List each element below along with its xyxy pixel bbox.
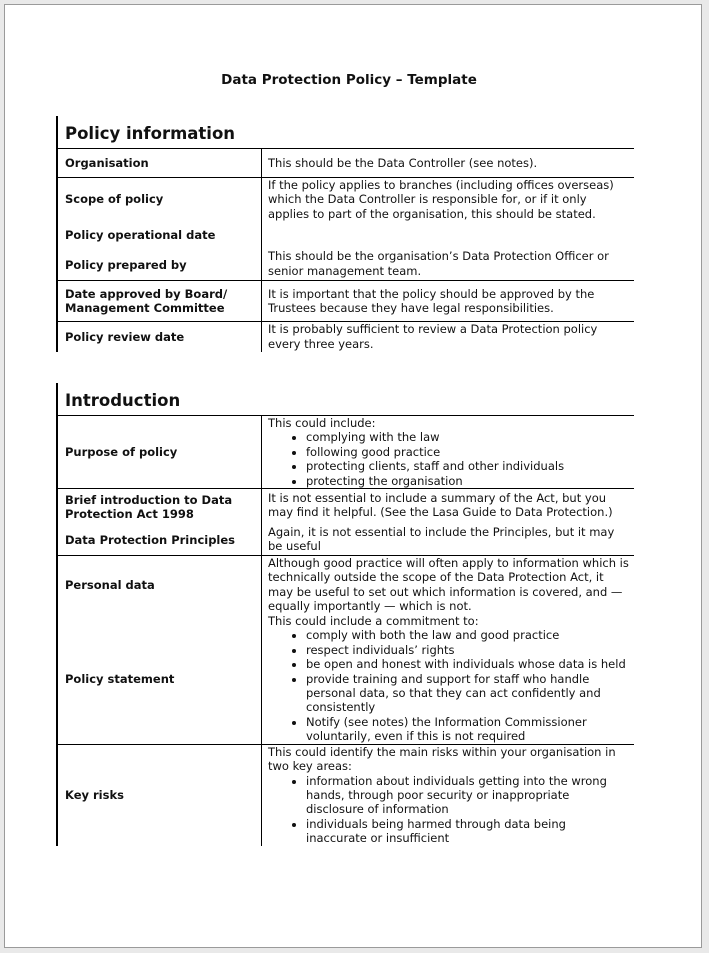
document-title: Data Protection Policy – Template <box>221 72 477 88</box>
row-label: Personal data <box>57 556 262 615</box>
row-label: Policy review date <box>57 322 262 353</box>
list-item: • complying with the law <box>306 430 630 444</box>
list-item: • information about individuals getting into the wrong hands, through poor security or inappropriate disclosure of information <box>306 774 630 817</box>
row-label: Policy statement <box>57 614 262 744</box>
policy-information-table <box>56 148 634 352</box>
row-label: Policy operational date <box>57 221 262 249</box>
bullet-list <box>268 430 630 488</box>
row-text: This should be the organisation’s Data Protection Officer or senior management team. <box>268 249 609 278</box>
row-text: This should be the Data Controller (see notes). <box>262 149 635 178</box>
row-label: Brief introduction to Data Protection Act 1998 <box>57 489 262 526</box>
table-row <box>57 489 634 526</box>
table-row <box>57 221 634 249</box>
introduction-header <box>56 383 634 415</box>
table-row <box>57 149 634 178</box>
introduction-section <box>56 383 634 846</box>
table-row <box>57 249 634 281</box>
row-label: Organisation <box>57 149 262 178</box>
bullet-list <box>268 628 630 743</box>
table-row <box>57 556 634 615</box>
table-row <box>57 525 634 556</box>
policy-information-header <box>56 116 634 148</box>
row-text <box>262 744 635 845</box>
list-item: • provide training and support for staff who handle personal data, so that they can act confidently and consistently <box>306 672 630 715</box>
table-row <box>57 744 634 845</box>
list-item: • following good practice <box>306 445 630 459</box>
row-text: If the policy applies to branches (including offices overseas) which the Data Controller is responsible for, or if it only applies to part of the organisation, this should be stated. <box>262 178 635 222</box>
row-text: Again, it is not essential to include the Principles, but it may be useful <box>268 525 615 554</box>
list-item: • respect individuals’ rights <box>306 643 630 657</box>
table-row <box>57 416 634 489</box>
row-label: Policy prepared by <box>57 249 262 281</box>
list-item: • comply with both the law and good practice <box>306 628 630 642</box>
row-label: Purpose of policy <box>57 416 262 489</box>
list-item: • Notify (see notes) the Information Commissioner voluntarily, even if this is not required <box>306 715 630 744</box>
row-text <box>262 614 635 744</box>
row-label: Key risks <box>57 744 262 845</box>
row-intro: This could identify the main risks within your organisation in two key areas: <box>268 744 616 774</box>
list-item: • be open and honest with individuals whose data is held <box>306 657 630 671</box>
table-row <box>57 614 634 744</box>
table-row <box>57 178 634 222</box>
policy-information-section <box>56 116 634 352</box>
row-text: It is probably sufficient to review a Data Protection policy every three years. <box>262 322 635 353</box>
bullet-list <box>268 774 630 846</box>
policy-information-heading: Policy information <box>65 124 236 143</box>
row-text: Although good practice will often apply to information which is technically outside the scope of the Data Protection Act, it may be useful to set out which information is covered, and — equally importantly — which is not. <box>262 556 635 615</box>
row-label: Data Protection Principles <box>57 525 262 556</box>
list-item: • individuals being harmed through data being inaccurate or insufficient <box>306 817 630 846</box>
row-label: Date approved by Board/ Management Committee <box>57 281 262 322</box>
table-row <box>57 322 634 353</box>
row-text <box>262 416 635 489</box>
row-intro: This could include: <box>268 416 376 430</box>
introduction-table <box>56 415 634 846</box>
row-label: Scope of policy <box>57 178 262 222</box>
document-page <box>4 4 702 948</box>
table-row <box>57 281 634 322</box>
list-item: • protecting clients, staff and other individuals <box>306 459 630 473</box>
list-item: • protecting the organisation <box>306 474 630 488</box>
row-text: It is important that the policy should be approved by the Trustees because they have legal responsibilities. <box>262 281 635 322</box>
row-text: It is not essential to include a summary of the Act, but you may find it helpful. (See the Lasa Guide to Data Protection.) <box>262 489 635 526</box>
row-text-empty <box>262 221 635 249</box>
introduction-heading: Introduction <box>65 391 181 410</box>
row-intro: This could include a commitment to: <box>268 614 479 629</box>
